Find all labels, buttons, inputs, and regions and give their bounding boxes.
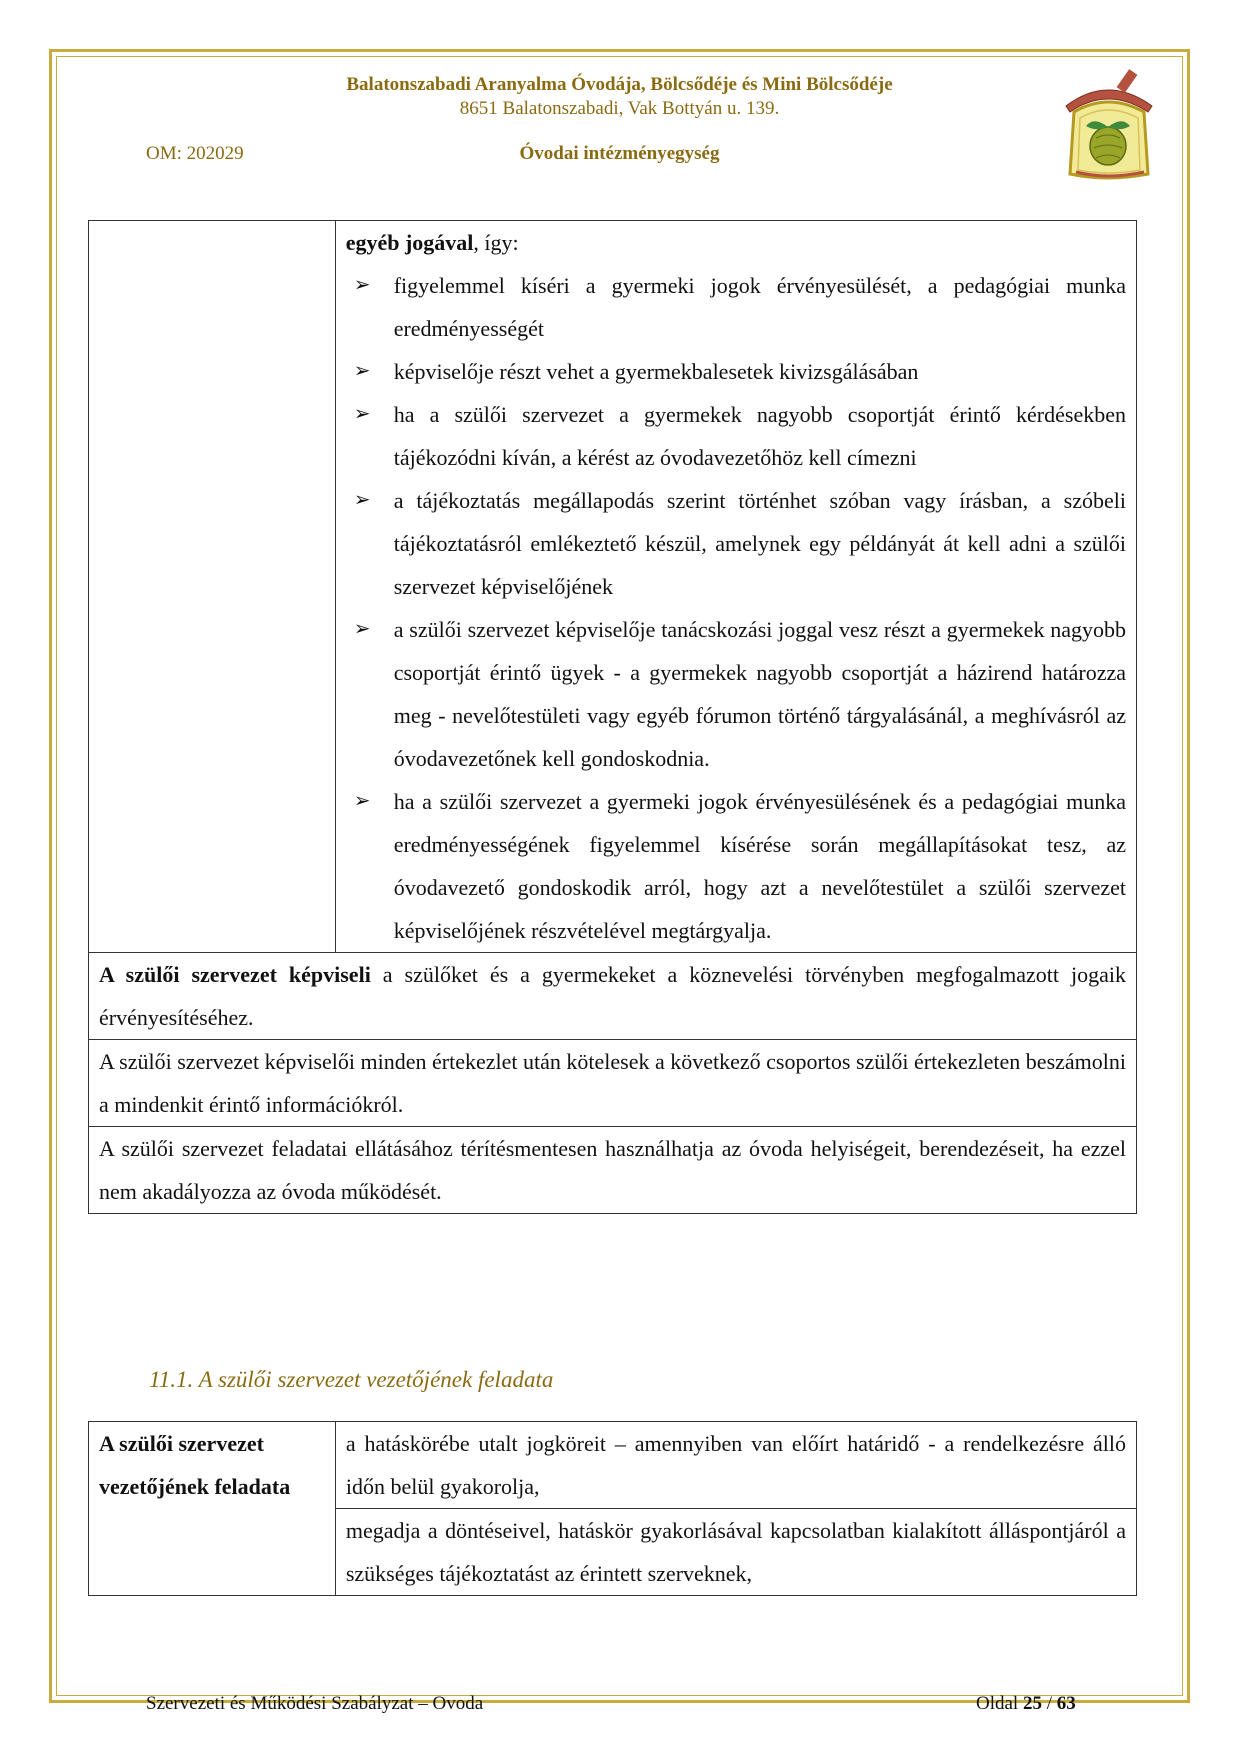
arrow-bullet-icon: ➢ bbox=[353, 489, 371, 511]
page-label: Oldal bbox=[976, 1693, 1023, 1714]
representation-bold: A szülői szervezet képviseli bbox=[99, 962, 371, 987]
institution-address: 8651 Balatonszabadi, Vak Bottyán u. 139. bbox=[459, 98, 780, 119]
section-heading: 11.1. A szülői szervezet vezetőjének feladata bbox=[149, 1367, 554, 1392]
list-item bbox=[346, 264, 1126, 350]
page-separator: / bbox=[1041, 1693, 1057, 1714]
rights-intro-rest: , így: bbox=[473, 230, 519, 255]
arrow-bullet-icon: ➢ bbox=[353, 360, 371, 382]
page-total: 63 bbox=[1056, 1693, 1076, 1714]
arrow-bullet-icon: ➢ bbox=[353, 274, 371, 296]
unit-name: Óvodai intézményegység bbox=[519, 143, 720, 164]
premises-use-row: A szülői szervezet feladatai ellátásához térítésmentesen használhatja az óvoda helyiségeit, berendezéseit, ha ezzel nem akadályozza az óvoda működését. bbox=[89, 1127, 1137, 1214]
list-item bbox=[346, 393, 1126, 479]
leader-duty-row: megadja a döntéseivel, hatáskör gyakorlásával kapcsolatban kialakított álláspontjáról a szükséges tájékoztatást az érintett szerveknek, bbox=[335, 1509, 1136, 1596]
om-number: OM: 202029 bbox=[146, 143, 244, 164]
arrow-bullet-icon: ➢ bbox=[353, 618, 371, 640]
leader-duty-row: a hatáskörébe utalt jogköreit – amennyiben van előírt határidő - a rendelkezésre álló időn belül gyakorolja, bbox=[335, 1422, 1136, 1509]
leader-duties-label bbox=[89, 1422, 336, 1596]
list-item bbox=[346, 608, 1126, 780]
list-item bbox=[346, 780, 1126, 952]
footer-document-title: Szervezeti és Működési Szabályzat – Ovoda bbox=[146, 1693, 484, 1714]
rights-bullet-list bbox=[346, 264, 1126, 952]
footer-page-number bbox=[976, 1693, 1076, 1715]
representation-row bbox=[89, 953, 1137, 1040]
list-item-text: ha a szülői szervezet a gyermeki jogok érvényesülésének és a pedagógiai munka eredményességének figyelemmel kísérése során megállapításokat tesz, az óvodavezető gondoskodik arról, hogy azt a nevelőtestület a szülői szervezet képviselőjének részvételével megtárgyalja. bbox=[393, 789, 1126, 943]
list-item-text: képviselője részt vehet a gyermekbalesetek kivizsgálásában bbox=[393, 359, 919, 384]
institution-name: Balatonszabadi Aranyalma Óvodája, Bölcsődéje és Mini Bölcsődéje bbox=[346, 74, 893, 95]
left-empty-cell bbox=[89, 221, 336, 953]
representation-rest: a szülőket és a gyermekeket a köznevelési törvényben megfogalmazott jogaik érvényesítéséhez. bbox=[99, 962, 1126, 1030]
list-item-text: a szülői szervezet képviselője tanácskozási joggal vesz részt a gyermekek nagyobb csoportját érintő ügyek - a gyermekek nagyobb csoportját a házirend határozza meg - nevelőtestületi vagy egyéb fórumon történő tárgyalásánál, a meghívásról az óvodavezetőnek kell gondoskodnia. bbox=[393, 617, 1126, 771]
rights-intro-bold: egyéb jogával bbox=[345, 230, 474, 255]
arrow-bullet-icon: ➢ bbox=[353, 790, 371, 812]
list-item-text: a tájékoztatás megállapodás szerint történhet szóban vagy írásban, a szóbeli tájékoztatásról emlékeztető készül, amelynek egy példányát át kell adni a szülői szervezet képviselőjének bbox=[393, 488, 1126, 599]
list-item-text: ha a szülői szervezet a gyermekek nagyobb csoportját érintő kérdésekben tájékozódni kíván, a kérést az óvodavezetőhöz kell címezni bbox=[393, 402, 1126, 470]
list-item bbox=[346, 479, 1126, 608]
list-item-text: figyelemmel kíséri a gyermeki jogok érvényesülését, a pedagógiai munka eredményességét bbox=[393, 273, 1126, 341]
reporting-row: A szülői szervezet képviselői minden értekezlet után kötelesek a következő csoportos szülői értekezleten beszámolni a mindenkit érintő információkról. bbox=[89, 1040, 1137, 1127]
parents-org-rights-table bbox=[88, 220, 1137, 1214]
rights-cell bbox=[335, 221, 1136, 953]
list-item bbox=[346, 350, 1126, 393]
arrow-bullet-icon: ➢ bbox=[353, 403, 371, 425]
leader-duties-table bbox=[88, 1421, 1137, 1596]
page-current: 25 bbox=[1022, 1693, 1042, 1714]
leader-duties-label-text: A szülői szervezet vezetőjének feladata bbox=[99, 1431, 291, 1499]
kindergarten-crest-apple-logo bbox=[1056, 66, 1160, 182]
rights-intro bbox=[346, 221, 1126, 264]
